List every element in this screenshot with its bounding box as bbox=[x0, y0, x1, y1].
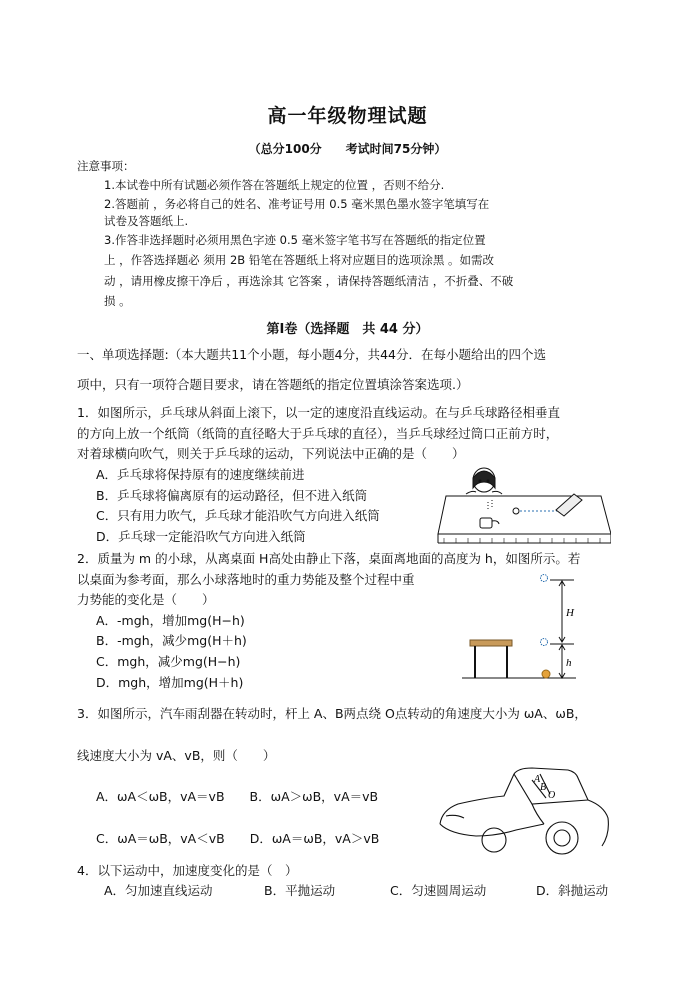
q4-option-c: C．匀速圆周运动 bbox=[390, 883, 487, 898]
q3-options-cd: C．ωA＝ωB，vA＜vB D．ωA＝ωB，vA＞vB bbox=[96, 831, 380, 846]
q4-option-d: D．斜抛运动 bbox=[536, 883, 609, 898]
q2-figure bbox=[462, 570, 582, 686]
q3-figure bbox=[436, 764, 612, 860]
q3-label-B: B bbox=[540, 782, 547, 793]
q2-option-a: A．-mgh，增加mg(H−h) bbox=[96, 613, 245, 628]
q1-option-d: D．乒乓球一定能沿吹气方向进入纸筒 bbox=[96, 529, 306, 544]
q1-stem-line-3: 对着球横向吹气，则关于乒乓球的运动，下列说法中正确的是（ ） bbox=[77, 446, 465, 461]
q1-option-a: A．乒乓球将保持原有的速度继续前进 bbox=[96, 467, 305, 482]
section-intro-line-2: 项中，只有一项符合题目要求，请在答题纸的指定位置填涂答案选项.） bbox=[77, 377, 469, 392]
q1-stem-line-1: 1．如图所示，乒乓球从斜面上滚下，以一定的速度沿直线运动。在与乒乓球路径相垂直 bbox=[77, 405, 560, 420]
q3-stem-line-1: 3．如图所示，汽车雨刮器在转动时，杆上 A、B两点绕 O点转动的角速度大小为 ωA、ωB， bbox=[77, 706, 587, 721]
q3-label-A: A bbox=[534, 774, 541, 785]
q1-stem-line-2: 的方向上放一个纸筒（纸筒的直径略大于乒乓球的直径），当乒乓球经过筒口正前方时， bbox=[77, 426, 559, 441]
notice-line-4: 3.作答非选择题时必须用黑色字迹 0.5 毫米签字笔书写在答题纸的指定位置 bbox=[104, 233, 486, 247]
section-title: 第Ⅰ卷（选择题 共 44 分） bbox=[266, 322, 429, 337]
notice-line-3: 试卷及答题纸上. bbox=[104, 214, 189, 228]
q2-option-c: C．mgh，减少mg(H−h) bbox=[96, 654, 241, 669]
q3-options-ab: A．ωA＜ωB，vA＝vB B．ωA＞ωB，vA＝vB bbox=[96, 789, 379, 804]
q1-option-b: B．乒乓球将偏离原有的运动路径，但不进入纸筒 bbox=[96, 488, 368, 503]
q4-option-a: A．匀加速直线运动 bbox=[104, 883, 213, 898]
q2-label-h: h bbox=[566, 657, 572, 669]
notice-line-2: 2.答题前 ，务必将自己的姓名、准考证号用 0.5 毫米黑色墨水签字笔填写在 bbox=[104, 197, 490, 211]
section-intro-line-1: 一、单项选择题:（本大题共11个小题，每小题4分，共44分．在每小题给出的四个选 bbox=[77, 347, 546, 362]
q2-option-d: D．mgh，增加mg(H＋h) bbox=[96, 675, 244, 690]
q2-stem-line-2: 以桌面为参考面，那么小球落地时的重力势能及整个过程中重 bbox=[77, 572, 415, 587]
q1-option-c: C．只有用力吹气，乒乓球才能沿吹气方向进入纸筒 bbox=[96, 508, 380, 523]
exam-info: （总分100分 考试时间75分钟） bbox=[248, 142, 447, 156]
notice-line-1: 1.本试卷中所有试题必须作答在答题纸上规定的位置 ，否则不给分. bbox=[104, 178, 445, 192]
q2-stem-line-3: 力势能的变化是（ ） bbox=[77, 592, 215, 607]
q4-option-b: B．平抛运动 bbox=[264, 883, 336, 898]
notice-line-6: 动 ，请用橡皮擦干净后 ，再选涂其 它答案 ，请保持答题纸清洁 ，不折叠、不破 bbox=[104, 274, 514, 288]
q2-label-H: H bbox=[566, 607, 574, 619]
q1-figure bbox=[436, 466, 611, 546]
q3-stem-line-2: 线速度大小为 vA、vB，则（ ） bbox=[77, 748, 276, 763]
notice-line-7: 损 。 bbox=[104, 294, 131, 308]
q3-label-O: O bbox=[548, 790, 556, 801]
q2-stem-line-1: 2．质量为 m 的小球，从离桌面 H高处由静止下落，桌面离地面的高度为 h，如图所示。若 bbox=[77, 551, 581, 566]
q4-stem: 4．以下运动中，加速度变化的是（ ） bbox=[77, 863, 298, 878]
q2-option-b: B．-mgh，减少mg(H＋h) bbox=[96, 633, 247, 648]
page-title: 高一年级物理试题 bbox=[267, 105, 428, 127]
notice-heading: 注意事项： bbox=[77, 159, 135, 173]
notice-line-5: 上 ，作答选择题必 须用 2B 铅笔在答题纸上将对应题目的选项涂黑 。如需改 bbox=[104, 253, 494, 267]
